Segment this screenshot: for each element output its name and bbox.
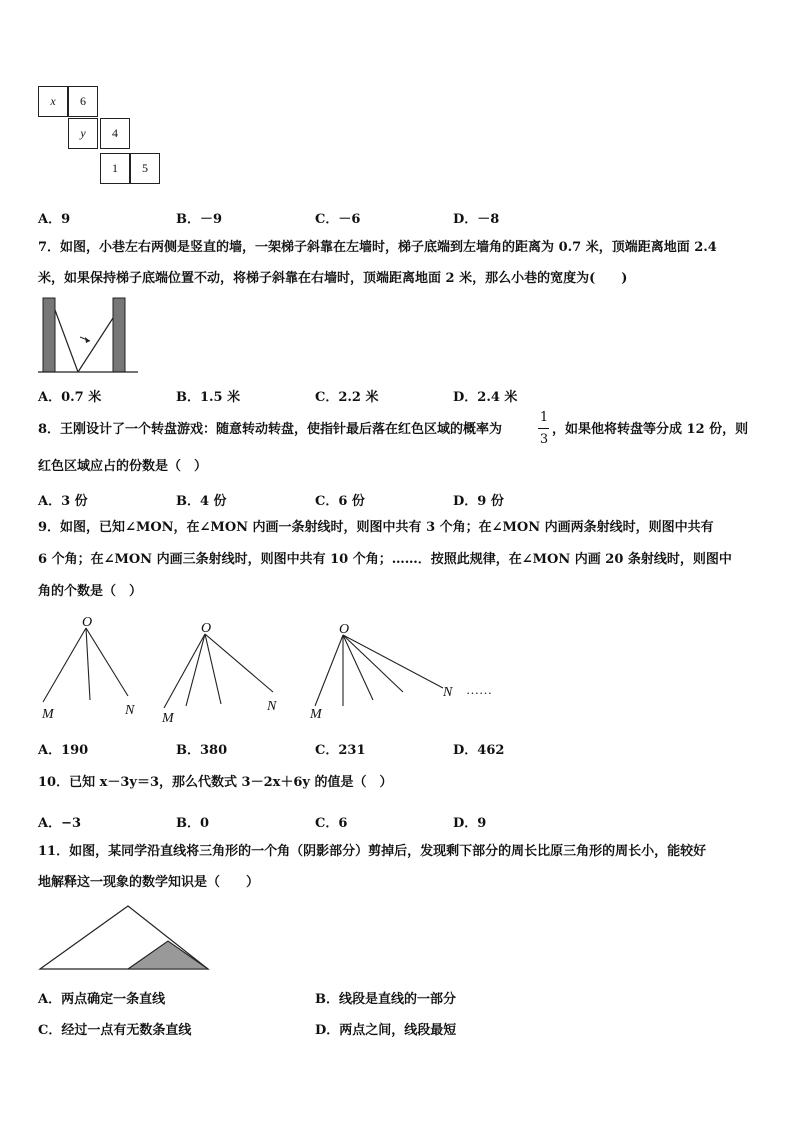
fig3-label-o: O (339, 622, 350, 637)
q10-option-d: D．9 (453, 816, 487, 831)
cube-net-figure (38, 86, 162, 188)
alley-ladder-figure (38, 296, 140, 376)
q10-option-c: C．6 (315, 816, 348, 831)
q8-fraction-denominator: 3 (539, 432, 549, 447)
q7-text-line1: 7．如图，小巷左右两侧是竖直的墙，一架梯子斜靠在左墙时，梯子底端到左墙角的距离为 0.7 米，顶端距离地面 2.4 (38, 240, 717, 255)
q8-fraction-numerator: 1 (539, 410, 549, 425)
fig1-label-o: O (82, 615, 93, 630)
q8-text-line2: 红色区域应占的份数是（ ） (38, 459, 208, 474)
net-cell-x: x (38, 86, 68, 117)
net-cell-1: 1 (100, 153, 130, 184)
angle-rays-figure (38, 610, 513, 725)
cut-triangle-figure (38, 902, 214, 974)
q11-text-line2: 地解释这一现象的数学知识是（ ） (38, 875, 260, 890)
net-cell-6: 6 (68, 86, 98, 117)
q6-option-a: A．9 (38, 212, 71, 227)
q7-option-b: B．1.5 米 (176, 390, 241, 405)
q6-option-d: D．－8 (453, 212, 500, 227)
q7-option-a: A．0.7 米 (38, 390, 102, 405)
fig3-label-m: M (310, 707, 322, 722)
q8-fraction-bar (538, 428, 549, 429)
q8-option-b: B．4 份 (176, 494, 227, 509)
q6-option-b: B．－9 (176, 212, 223, 227)
q7-option-d: D．2.4 米 (453, 390, 518, 405)
q11-option-a: A．两点确定一条直线 (38, 992, 166, 1007)
q8-option-a: A．3 份 (38, 494, 88, 509)
q11-option-b: B．线段是直线的一部分 (315, 992, 456, 1007)
fig2-label-o: O (201, 621, 212, 636)
q9-text-line2: 6 个角；在∠MON 内画三条射线时，则图中共有 10 个角；……．按照此规律，在∠MON 内画 20 条射线时，则图中 (38, 552, 732, 567)
fig2-label-m: M (162, 711, 174, 725)
q8-option-d: D．9 份 (453, 494, 504, 509)
q10-option-a: A．−3 (38, 816, 82, 831)
q8-option-c: C．6 份 (315, 494, 365, 509)
net-cell-4: 4 (100, 118, 130, 149)
q7-option-c: C．2.2 米 (315, 390, 379, 405)
net-cell-5: 5 (130, 153, 160, 184)
q9-text-line3: 角的个数是（ ） (38, 584, 143, 599)
q11-text-line1: 11．如图，某同学沿直线将三角形的一个角（阴影部分）剪掉后，发现剩下部分的周长比原三角形的周长小，能较好 (38, 844, 707, 859)
q10-text-line1: 10．已知 x－3y＝3，那么代数式 3－2x＋6y 的值是（ ） (38, 775, 393, 790)
q9-option-c: C．231 (315, 743, 366, 758)
fig2-label-n: N (267, 699, 277, 714)
q6-option-c: C．－6 (315, 212, 361, 227)
q9-option-d: D．462 (453, 743, 505, 758)
q9-option-a: A．190 (38, 743, 89, 758)
q8-text-line1-b: ，如果他将转盘等分成 12 份，则 (552, 422, 749, 437)
q9-option-b: B．380 (176, 743, 228, 758)
q9-text-line1: 9．如图，已知∠MON，在∠MON 内画一条射线时，则图中共有 3 个角；在∠MON 内画两条射线时，则图中共有 (38, 520, 714, 535)
q11-option-d: D．两点之间，线段最短 (315, 1023, 457, 1038)
q7-text-line2: 米，如果保持梯子底端位置不动，将梯子斜靠在右墙时，顶端距离地面 2 米，那么小巷的宽度为( ) (38, 271, 628, 286)
q8-text-line1-a: 8．王刚设计了一个转盘游戏：随意转动转盘，使指针最后落在红色区域的概率为 (38, 422, 503, 437)
net-cell-y: y (68, 118, 98, 149)
fig1-label-m: M (42, 707, 54, 722)
fig3-ellipsis: …… (466, 682, 492, 697)
q11-option-c: C．经过一点有无数条直线 (38, 1023, 192, 1038)
fig1-label-n: N (125, 703, 135, 718)
fig3-label-n: N (443, 685, 453, 700)
q10-option-b: B．0 (176, 816, 210, 831)
